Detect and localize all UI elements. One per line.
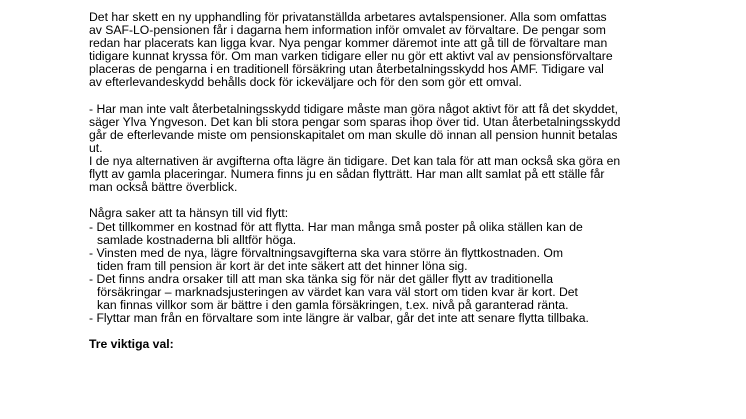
text-line: redan har placerats kan ligga kvar. Nya pengar kommer däremot inte att gå till de förvaltare man: [89, 36, 608, 51]
text-line: av SAF-LO-pensionen får i dagarna hem information inför omvalet av förvaltare. De pengar som: [89, 23, 606, 38]
list-item: [89, 247, 699, 273]
text-line: I de nya alternativen är avgifterna ofta lägre än tidigare. Det kan tala för att man också ska göra en: [89, 154, 621, 169]
list-item-line: samlade kostnaderna bli alltför höga.: [97, 232, 297, 247]
text-line: man också bättre överblick.: [89, 180, 238, 195]
list-intro: Några saker att ta hänsyn till vid flytt:: [89, 206, 289, 221]
section-heading: Tre viktiga val:: [89, 337, 174, 352]
text-line: Det har skett en ny upphandling för privatanställda arbetares avtalspensioner. Alla som omfattas: [89, 10, 607, 24]
paragraph-quote: [89, 103, 699, 155]
list-item-line: kan finnas villkor som är bättre i den gamla försäkringen, t.ex. nivå på garanterad ränta.: [97, 298, 569, 313]
paragraph-avgifter: [89, 155, 699, 194]
text-line: av efterlevandeskydd behålls dock för ickeväljare och för den som gör ett omval.: [89, 75, 522, 90]
list-item-line: - Det tillkommer en kostnad för att flytta. Har man många små poster på olika ställen kan de: [89, 219, 583, 234]
list-item: [89, 221, 699, 247]
article-body: [89, 11, 699, 351]
list-item-line: försäkringar – marknadsjusteringen av värdet kan vara väl stort om tiden kvar är kort. Det: [97, 284, 578, 299]
text-line: ut.: [89, 140, 103, 155]
list-item-line: - Det finns andra orsaker till att man ska tänka sig för när det gäller flytt av traditionella: [89, 271, 554, 286]
paragraph-spacer: [89, 90, 699, 103]
text-line: tidigare kunnat kryssa för. Om man varken tidigare eller nu gör ett aktivt val av pensionsförvaltare: [89, 49, 613, 64]
text-line: går de efterlevande miste om pensionskapitalet om man skulle dö innan all pension hunnit betalas: [89, 127, 618, 142]
text-line: flytt av gamla placeringar. Numera finns ju en sådan flytträtt. Har man allt samlat på ett ställe får: [89, 167, 605, 182]
text-line: - Har man inte valt återbetalningsskydd tidigare måste man göra något aktivt för att få det skyddet,: [89, 101, 619, 116]
paragraph-upphandling: [89, 11, 699, 90]
list-item-line: - Vinsten med de nya, lägre förvaltningsavgifterna ska vara större än flyttkostnaden. Om: [89, 245, 563, 260]
list-item: [89, 312, 699, 325]
list-item-line: - Flyttar man från en förvaltare som inte längre är valbar, går det inte att senare flytta tillbaka.: [89, 311, 589, 326]
text-line: placeras de pengarna i en traditionell försäkring utan återbetalningsskydd hos AMF. Tidigare val: [89, 62, 604, 77]
list-item: [89, 273, 699, 312]
text-line: säger Ylva Yngveson. Det kan bli stora pengar som sparas ihop över tid. Utan återbetalningsskydd: [89, 114, 621, 129]
list-item-line: tiden fram till pension är kort är det inte säkert att det hinner löna sig.: [97, 258, 468, 273]
considerations-list: [89, 221, 699, 326]
